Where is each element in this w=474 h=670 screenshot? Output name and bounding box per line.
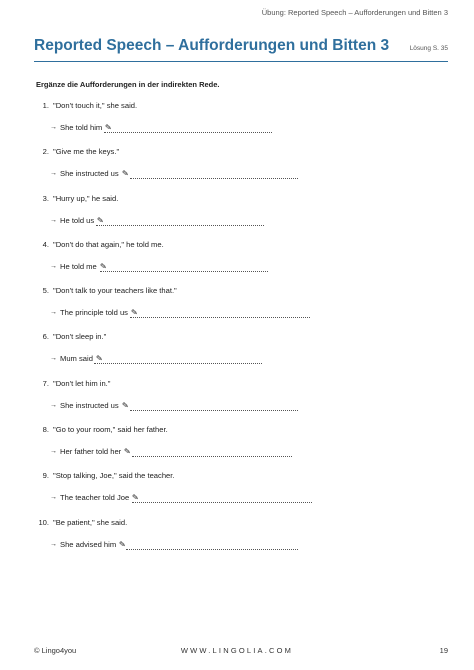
pencil-icon: ✎ — [99, 261, 107, 272]
answer-line[interactable] — [130, 317, 310, 318]
item-number: 6. — [42, 332, 49, 342]
exercise-item — [36, 194, 456, 240]
instruction-text: Ergänze die Aufforderungen in der indirekten Rede. — [36, 80, 220, 89]
answer-line[interactable] — [104, 132, 272, 133]
answer-line[interactable] — [96, 225, 264, 226]
pencil-icon: ✎ — [118, 539, 127, 549]
prompt-text: Mum said — [60, 354, 93, 364]
arrow-right-icon: → — [50, 216, 57, 224]
item-number: 5. — [42, 286, 49, 296]
pencil-icon: ✎ — [95, 354, 104, 364]
prompt-text: He told us — [60, 215, 95, 225]
pencil-icon: ✎ — [96, 215, 105, 225]
arrow-right-icon: → — [50, 262, 57, 270]
quote-text: "Give me the keys." — [53, 147, 120, 157]
exercise-item — [36, 471, 456, 517]
arrow-right-icon: → — [50, 494, 57, 502]
breadcrumb: Übung: Reported Speech – Aufforderungen und Bitten 3 — [261, 8, 448, 17]
prompt-text: The teacher told Joe — [60, 493, 130, 503]
arrow-right-icon: → — [50, 540, 57, 548]
prompt-text: Her father told her — [60, 447, 122, 457]
pencil-icon: ✎ — [121, 169, 129, 179]
answer-line[interactable] — [94, 363, 262, 364]
answer-line[interactable] — [130, 178, 298, 179]
arrow-right-icon: → — [50, 170, 57, 178]
item-number: 2. — [42, 147, 49, 157]
item-number: 4. — [42, 239, 49, 249]
exercise-item — [36, 101, 456, 147]
exercise-item — [36, 147, 456, 193]
quote-text: "Don't talk to your teachers like that." — [53, 286, 177, 296]
item-number: 9. — [42, 471, 49, 481]
arrow-right-icon: → — [50, 309, 57, 317]
pencil-icon: ✎ — [130, 307, 139, 318]
arrow-right-icon: → — [50, 124, 57, 131]
exercise-item — [36, 332, 456, 378]
answer-line[interactable] — [132, 502, 312, 503]
website-link[interactable]: WWW.LINGOLIA.COM — [180, 646, 294, 655]
page-number: 19 — [439, 646, 448, 655]
pencil-icon: ✎ — [131, 493, 140, 503]
pencil-icon: ✎ — [123, 446, 132, 457]
item-number: 7. — [42, 378, 49, 388]
item-number: 3. — [42, 193, 49, 203]
arrow-right-icon: → — [50, 401, 57, 409]
page-title: Reported Speech – Aufforderungen und Bitten 3 — [34, 37, 390, 54]
answer-line[interactable] — [132, 456, 292, 457]
exercise-item — [36, 379, 456, 425]
arrow-right-icon: → — [50, 448, 57, 456]
quote-text: "Don't touch it," she said. — [53, 101, 138, 110]
pencil-icon: ✎ — [121, 400, 129, 411]
prompt-text: She advised him — [60, 539, 117, 549]
answer-line[interactable] — [100, 271, 268, 272]
prompt-text: He told me — [60, 261, 97, 271]
answer-line[interactable] — [130, 410, 298, 411]
item-number: 10. — [38, 517, 49, 527]
answer-line[interactable] — [126, 549, 298, 550]
quote-text: "Go to your room," said her father. — [53, 425, 168, 435]
title-bar — [34, 33, 448, 62]
prompt-text: She instructed us — [60, 169, 119, 179]
quote-text: "Don't do that again," he told me. — [53, 239, 164, 249]
exercise-item — [36, 518, 456, 564]
solution-reference: Lösung S. 35 — [409, 45, 448, 52]
arrow-right-icon: → — [50, 355, 57, 363]
quote-text: "Don't let him in." — [53, 378, 111, 388]
pencil-icon: ✎ — [104, 122, 113, 133]
exercise-item — [36, 240, 456, 286]
exercise-item — [36, 425, 456, 471]
exercise-list — [36, 101, 456, 564]
prompt-text: She instructed us — [60, 400, 119, 410]
item-number: 1. — [42, 101, 49, 110]
copyright-text: © Lingo4you — [34, 646, 77, 655]
exercise-item — [36, 286, 456, 332]
quote-text: "Be patient," she said. — [53, 517, 128, 527]
prompt-text: She told him — [60, 123, 103, 132]
quote-text: "Stop talking, Joe," said the teacher. — [53, 471, 175, 481]
quote-text: "Hurry up," he said. — [53, 193, 119, 203]
prompt-text: The principle told us — [60, 308, 128, 318]
quote-text: "Don't sleep in." — [53, 332, 107, 342]
item-number: 8. — [42, 425, 49, 435]
